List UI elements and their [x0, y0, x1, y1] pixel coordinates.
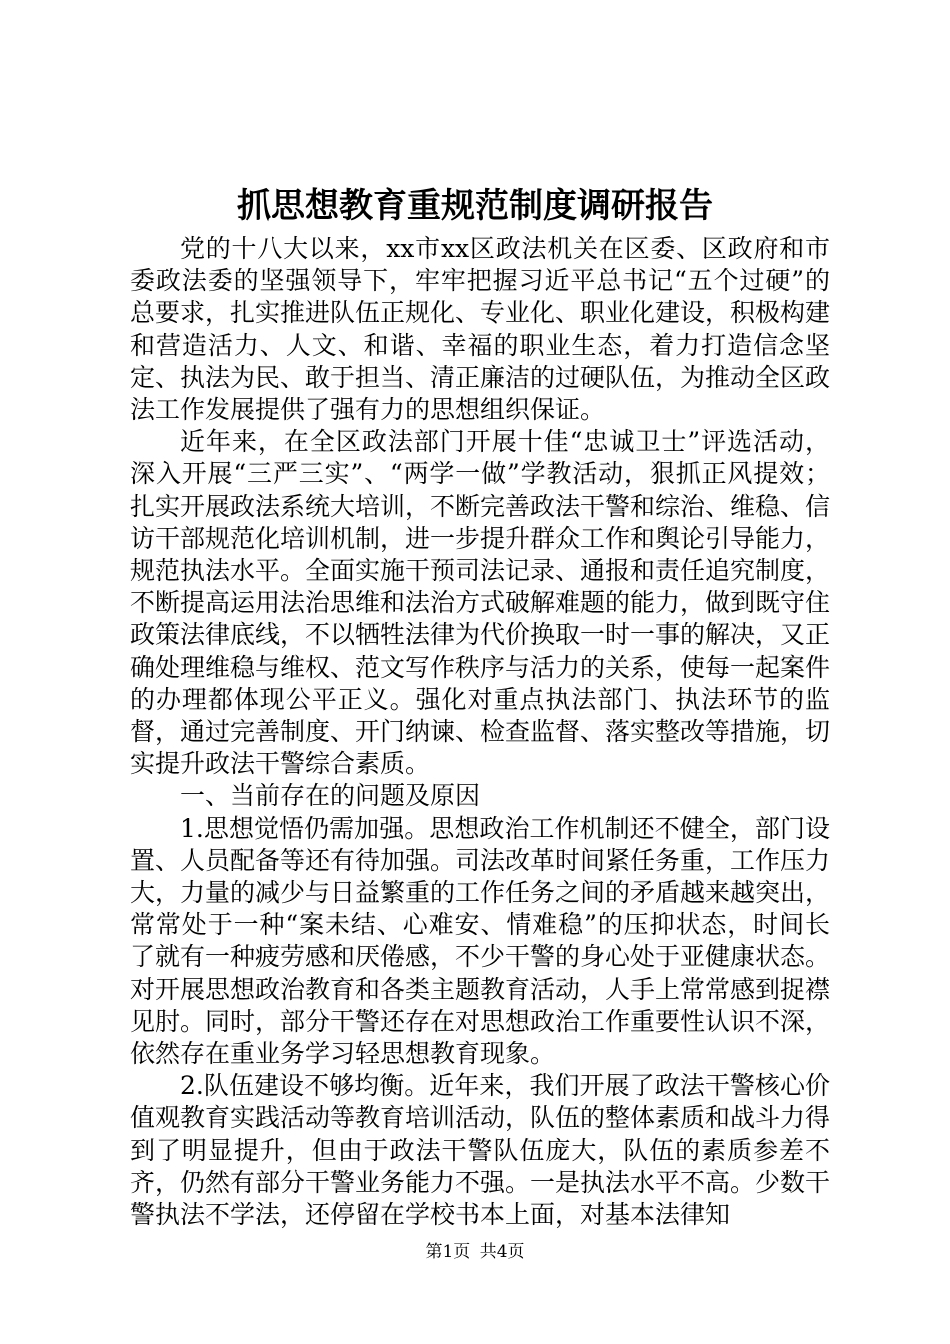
paragraph-recent-years: 近年来，在全区政法部门开展十佳“忠诚卫士”评选活动，深入开展“三严三实”、“两学一做”学教活动，狠抓正风提效；扎实开展政法系统大培训，不断完善政法干警和综治、维稳、信访干部规范化培训机制，进一步提升群众工作和舆论引导能力，规范执法水平。全面实施干预司法记录、通报和责任追究制度，不断提高运用法治思维和法治方式破解难题的能力，做到既守住政策法律底线，不以牺牲法律为代价换取一时一事的解决，又正确处理维稳与维权、范文写作秩序与活力的关系，使每一起案件的办理都体现公平正义。强化对重点执法部门、执法环节的监督，通过完善制度、开门纳谏、检查监督、落实整改等措施，切实提升政法干警综合素质。: [130, 427, 831, 779]
paragraph-intro: 党的十八大以来，xx市xx区政法机关在区委、区政府和市委政法委的坚强领导下，牢牢把握习近平总书记“五个过硬”的总要求，扎实推进队伍正规化、专业化、职业化建设，积极构建和营造活力、人文、和谐、幸福的职业生态，着力打造信念坚定、执法为民、敢于担当、清正廉洁的过硬队伍，为推动全区政法工作发展提供了强有力的思想组织保证。: [130, 234, 831, 425]
paragraph-point-1: 1.思想觉悟仍需加强。思想政治工作机制还不健全，部门设置、人员配备等还有待加强。司法改革时间紧任务重，工作压力大，力量的减少与日益繁重的工作任务之间的矛盾越来越突出，常常处于一种“案未结、心难安、情难稳”的压抑状态，时间长了就有一种疲劳感和厌倦感，不少干警的身心处于亚健康状态。对开展思想政治教育和各类主题教育活动，人手上常常感到捉襟见肘。同时，部分干警还存在对思想政治工作重要性认识不深，依然存在重业务学习轻思想教育现象。: [130, 813, 831, 1069]
document-body: [130, 233, 830, 1231]
page-total: 共4页: [479, 1242, 525, 1262]
paragraph-point-2: 2.队伍建设不够均衡。近年来，我们开展了政法干警核心价值观教育实践活动等教育培训活动，队伍的整体素质和战斗力得到了明显提升，但由于政法干警队伍庞大，队伍的素质参差不齐，仍然有部分干警业务能力不强。一是执法水平不高。少数干警执法不学法，还停留在学校书本上面，对基本法律知: [130, 1071, 831, 1230]
page-footer: [0, 1241, 950, 1263]
document-title: 抓思想教育重规范制度调研报告: [237, 186, 713, 226]
section-heading-problems: 一、当前存在的问题及原因: [180, 781, 481, 811]
page-number: 第1页: [425, 1242, 471, 1262]
